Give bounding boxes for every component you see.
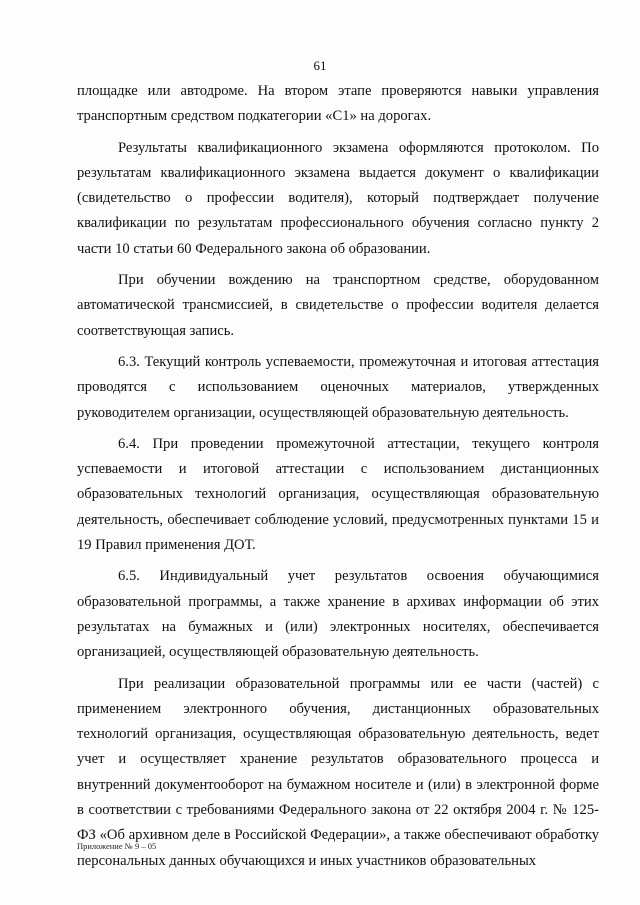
- paragraph-exam-results: Результаты квалификационного экзамена оформляются протоколом. По результатам квалификационного экзамена выдается документ о квалификации (свидетельство о профессии водителя), который подтверждает получение квалификации по результатам профессионального обучения согласно пункту 2 части 10 статьи 60 Федерального закона об образовании.: [77, 139, 599, 257]
- paragraph-automatic-transmission: При обучении вождению на транспортном средстве, оборудованном автоматической трансмиссией, в свидетельстве о профессии водителя делается соответствующая запись.: [77, 272, 599, 339]
- body-text: [77, 79, 599, 874]
- paragraph-6-5: 6.5. Индивидуальный учет результатов освоения обучающимися образовательной программы, а также хранение в архивах информации об этих результатах на бумажных и (или) электронных носителях, обеспечивается организацией, осуществляющей образовательную деятельность.: [77, 568, 599, 661]
- paragraph-e-learning: При реализации образовательной программы или ее части (частей) с применением электронного обучения, дистанционных образовательных технологий организация, осуществляющая образовательную деятельность, ведет учет и осуществляет хранение результатов образовательного процесса и внутренний документооборот на бумажном носителе и (или) в электронной форме в соответствии с требованиями Федерального закона от 22 октября 2004 г. № 125-ФЗ «Об архивном деле в Российской Федерации», а также обеспечивают обработку персональных данных обучающихся и иных участников образовательных: [77, 675, 599, 869]
- page-number: 61: [313, 58, 327, 73]
- paragraph-6-4: 6.4. При проведении промежуточной аттестации, текущего контроля успеваемости и итоговой аттестации с использованием дистанционных образовательных технологий организация, осуществляющая образовательную деятельность, обеспечивает соблюдение условий, предусмотренных пунктами 15 и 19 Правил применения ДОТ.: [77, 435, 599, 554]
- footer-note: Приложение № 9 – 05: [77, 841, 157, 851]
- paragraph-continuation: площадке или автодроме. На втором этапе проверяются навыки управления транспортным средством подкатегории «C1» на дорогах.: [77, 83, 599, 125]
- paragraph-6-3: 6.3. Текущий контроль успеваемости, промежуточная и итоговая аттестация проводятся с использованием оценочных материалов, утвержденных руководителем организации, осуществляющей образовательную деятельность.: [77, 353, 599, 421]
